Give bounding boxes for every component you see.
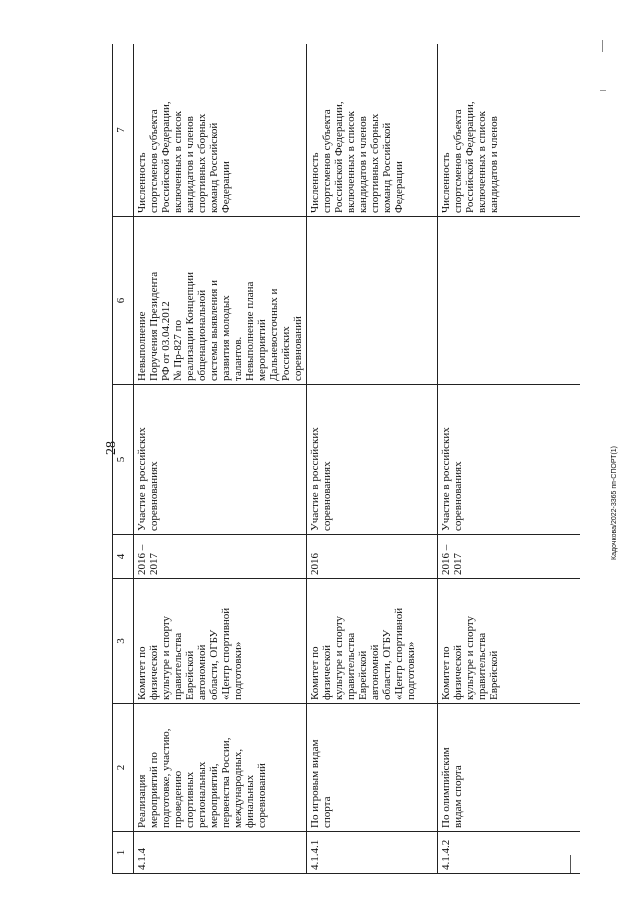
period: 2016 – 2017 [438, 535, 581, 579]
item-number: 4.1.4.2 [438, 832, 581, 874]
responsible-executor: Комитет по физической культуре и спорту правительства Еврейской [438, 579, 581, 704]
col-header: 6 [113, 217, 134, 385]
margin-mark [602, 40, 603, 52]
consequences [438, 217, 581, 385]
col-header: 7 [113, 44, 134, 217]
header-row [113, 44, 134, 874]
period: 2016 – 2017 [134, 535, 307, 579]
table-area [112, 44, 580, 874]
measure-name: По игровым видам спорта [307, 704, 438, 832]
measures-table [112, 44, 580, 874]
col-header: 1 [113, 832, 134, 874]
page-number: 28 [104, 441, 119, 455]
responsible-executor: Комитет по физической культуре и спорту правительства Еврейской автономной области, ОГБУ «Центр спортивной подготовки» [134, 579, 307, 704]
col-header: 5 [113, 385, 134, 535]
period: 2016 [307, 535, 438, 579]
table-row [134, 44, 307, 874]
consequences [307, 217, 438, 385]
table-row [307, 44, 438, 874]
item-number: 4.1.4 [134, 832, 307, 874]
col-header: 4 [113, 535, 134, 579]
indicator: Численность спортсменов субъекта Российской Федерации, включенных в список кандидатов и членов [438, 44, 581, 217]
measure-name: По олимпийским видам спорта [438, 704, 581, 832]
margin-dash [600, 90, 606, 91]
expected-result: Участие в российских соревнованиях [438, 385, 581, 535]
rotated-table-container [112, 44, 580, 874]
responsible-executor: Комитет по физической культуре и спорту правительства Еврейской автономной области, ОГБУ «Центр спортивной подготовки» [307, 579, 438, 704]
indicator: Численность спортсменов субъекта Российской Федерации, включенных в список кандидатов и членов спортивных сборных команд Российской Федерации [134, 44, 307, 217]
col-header: 3 [113, 579, 134, 704]
consequences: Невыполнение Поручения Президента РФ от 03.04.2012 № Пр-827 по реализации Концепции общенациональной системы выявления и развития молодых талантов. Невыполнение плана мероприятий Дальневосточных и Российских соревнований [134, 217, 307, 385]
indicator: Численность спортсменов субъекта Российской Федерации, включенных в список кандидатов и членов спортивных сборных команд Российской Федерации [307, 44, 438, 217]
expected-result: Участие в российских соревнованиях [134, 385, 307, 535]
measure-name: Реализация мероприятий по подготовке, участию, проведению спортивных региональных мероприятий, первенства России, международных, финальных соревнований [134, 704, 307, 832]
col-header: 2 [113, 704, 134, 832]
table-row [438, 44, 581, 874]
document-code: Кадочкова/2022-3365 пп-СПОРТ(1) [611, 445, 618, 560]
item-number: 4.1.4.1 [307, 832, 438, 874]
expected-result: Участие в российских соревнованиях [307, 385, 438, 535]
